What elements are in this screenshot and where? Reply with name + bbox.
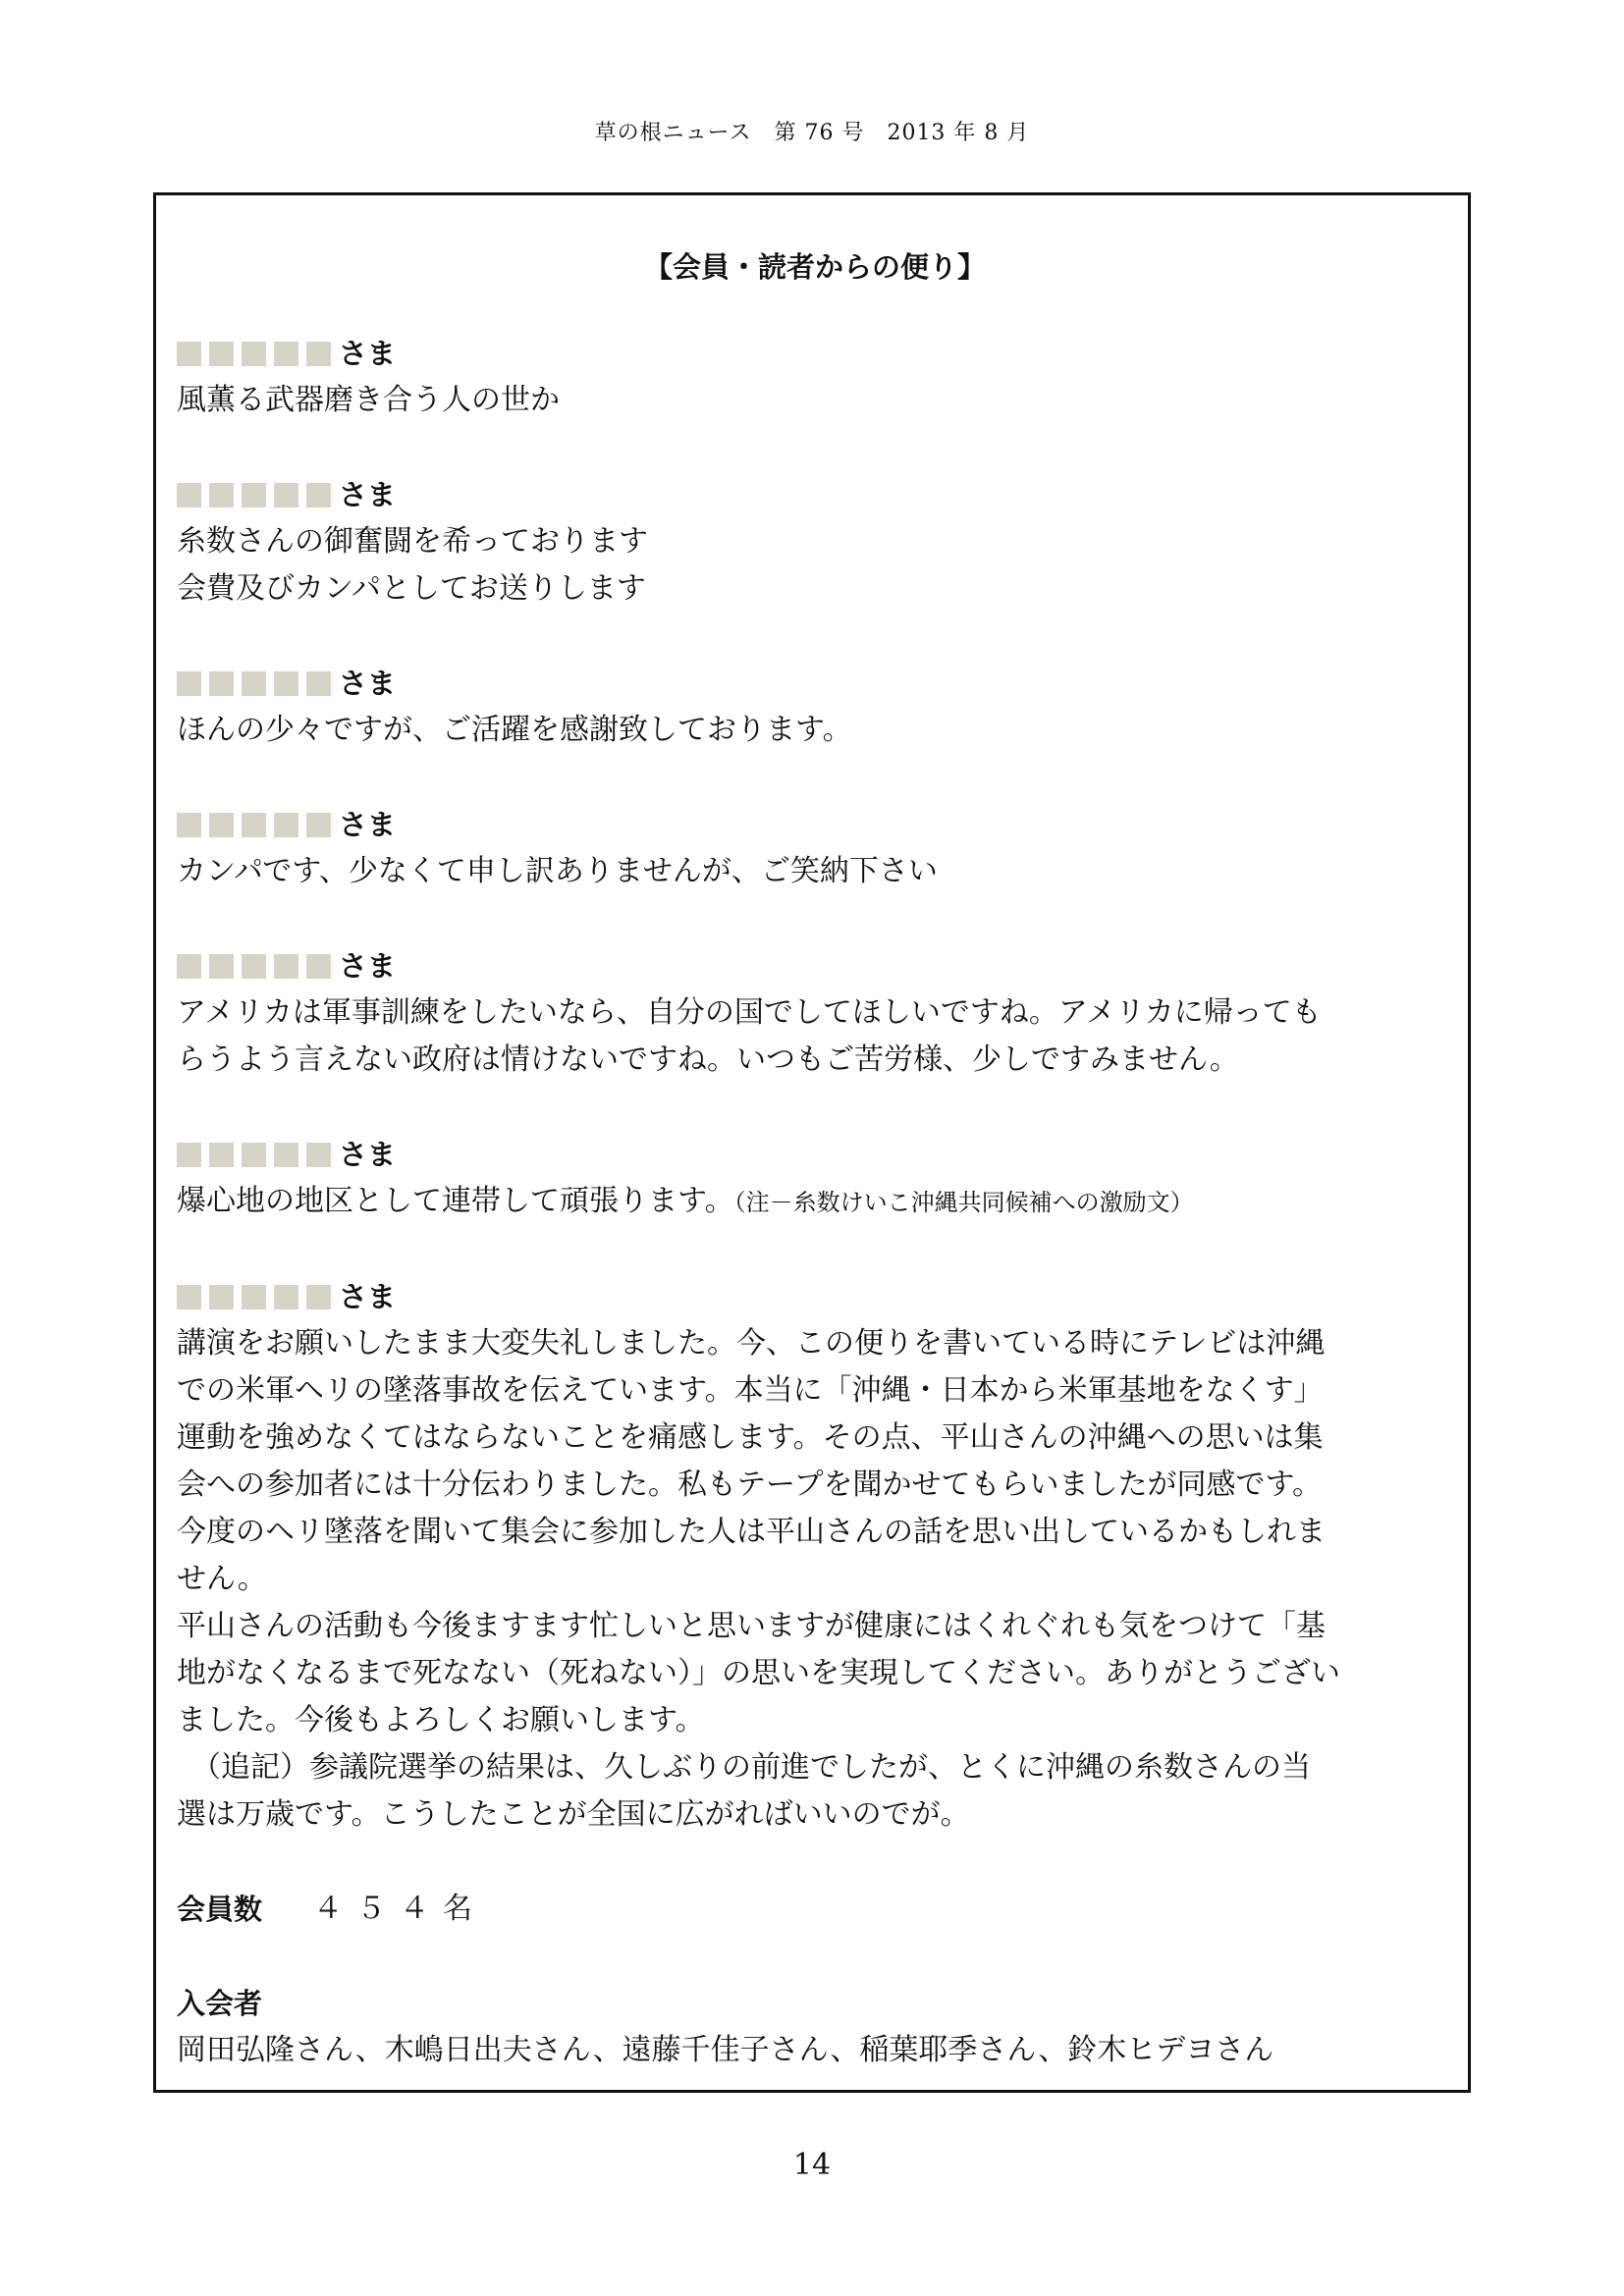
redacted-name (177, 342, 331, 366)
editor-note: （注－糸数けいこ沖縄共同候補への激励文） (733, 1189, 1194, 1216)
letter (177, 471, 1453, 613)
new-members (177, 1980, 1453, 2074)
running-header: 草の根ニュース 第 76 号 2013 年 8 月 (594, 121, 1030, 145)
letter-line: アメリカは軍事訓練をしたいなら、自分の国でしてほしいですね。アメリカに帰っても (177, 995, 1322, 1030)
letter-line: での米軍ヘリの墜落事故を伝えています。本当に「沖縄・日本から米軍基地をなくす」 (177, 1373, 1324, 1408)
letters-section (177, 243, 1453, 2074)
sender-honorific: さま (339, 478, 397, 511)
member-count-label: 会員数 (177, 1893, 263, 1926)
redacted-name (177, 954, 331, 979)
sender-honorific: さま (339, 337, 397, 370)
sender-line (177, 1273, 1453, 1320)
section-title: 【会員・読者からの便り】 (643, 250, 986, 284)
sender-honorific: さま (339, 1138, 397, 1171)
letter (177, 942, 1453, 1084)
new-members-label: 入会者 (177, 1987, 263, 2020)
letter-line: 運動を強めなくてはならないことを痛感します。その点、平山さんの沖縄への思いは集 (177, 1420, 1324, 1455)
letter-line: 風薫る武器磨き合う人の世か (177, 383, 560, 417)
letter-line: 今度のヘリ墜落を聞いて集会に参加した人は平山さんの話を思い出しているかもしれま (177, 1515, 1326, 1549)
sender-line (177, 1131, 1453, 1178)
letter-text: 爆心地の地区として連帯して頑張ります。 (177, 1184, 734, 1218)
letter (177, 1273, 1453, 1839)
redacted-name (177, 483, 331, 507)
letter-line: ました。今後もよろしくお願いします。 (177, 1703, 705, 1737)
letter (177, 801, 1453, 895)
sender-line (177, 801, 1453, 848)
letter-line: 講演をお願いしたまま大変失礼しました。今、この便りを書いている時にテレビは沖縄 (177, 1326, 1326, 1361)
member-count-value: ４５４名 (313, 1892, 487, 1926)
letter (177, 660, 1453, 754)
redacted-name (177, 1143, 331, 1167)
sender-line (177, 942, 1453, 989)
letter-line: （追記）参議院選挙の結果は、久しぶりの前進でしたが、とくに沖縄の糸数さんの当 (177, 1750, 1311, 1785)
letter-line: せん。 (177, 1562, 267, 1596)
letter-line: 平山さんの活動も今後ますます忙しいと思いますが健康にはくれぐれも気をつけて「基 (177, 1609, 1326, 1643)
letter-line: らうよう言えない政府は情けないですね。いつもご苦労様、少しですみません。 (177, 1042, 1239, 1077)
letter-line: 選は万歳です。こうしたことが全国に広がればいいのでが。 (177, 1797, 970, 1832)
sender-line (177, 471, 1453, 518)
new-members-list: 岡田弘隆さん、木嶋日出夫さん、遠藤千佳子さん、稲葉耶季さん、鈴木ヒデヨさん (177, 2033, 1274, 2067)
letter (177, 330, 1453, 424)
sender-honorific: さま (339, 949, 397, 983)
sender-honorific: さま (339, 1280, 397, 1313)
letter-line: 地がなくなるまで死なない（死ねない）」の思いを実現してください。ありがとうござい (177, 1656, 1340, 1690)
letter-line: 会への参加者には十分伝わりました。私もテープを聞かせてもらいましたが同感です。 (177, 1468, 1323, 1502)
letter-line: カンパです、少なくて申し訳ありませんが、ご笑納下さい (177, 854, 938, 888)
letter-line (177, 1178, 1453, 1226)
letter-line: 糸数さんの御奮闘を希っております (177, 524, 648, 559)
redacted-name (177, 1285, 331, 1309)
sender-line (177, 660, 1453, 707)
page-number: 14 (792, 2148, 832, 2182)
sender-honorific: さま (339, 667, 397, 700)
member-count (177, 1886, 1453, 1933)
letter (177, 1131, 1453, 1226)
redacted-name (177, 671, 331, 696)
letter-line: ほんの少々ですが、ご活躍を感謝致しております。 (177, 713, 852, 747)
letter-line: 会費及びカンパとしてお送りします (177, 571, 646, 606)
sender-honorific: さま (339, 808, 397, 841)
redacted-name (177, 813, 331, 837)
sender-line (177, 330, 1453, 377)
